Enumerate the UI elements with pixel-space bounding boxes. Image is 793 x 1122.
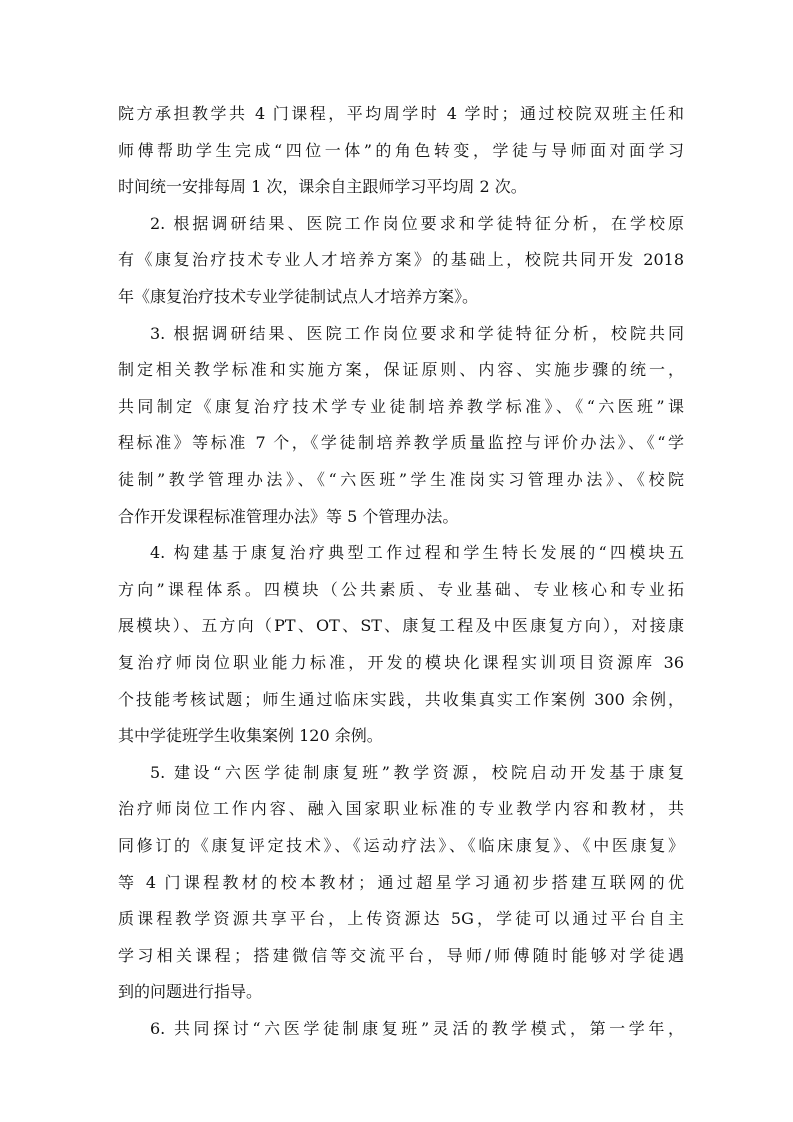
text-line: 院方承担教学共 4 门课程，平均周学时 4 学时；通过校院双班主任和: [118, 104, 684, 123]
text-line: 程标准》等标准 7 个，《学徒制培养教学质量监控与评价办法》、《“学: [118, 433, 684, 453]
text-line: 质课程教学资源共享平台，上传资源达 5G，学徒可以通过平台自主: [118, 909, 684, 929]
text-line: 方向”课程体系。四模块（公共素质、专业基础、专业核心和专业拓: [118, 579, 684, 599]
text-line: 治疗师岗位工作内容、融入国家职业标准的专业教学内容和教材，共: [118, 799, 684, 819]
text-line: 有《康复治疗技术专业人才培养方案》的基础上，校院共同开发 2018: [118, 250, 684, 270]
text-line: 等 4 门课程教材的校本教材；通过超星学习通初步搭建互联网的优: [118, 872, 684, 892]
text-line: 展模块）、五方向（PT、OT、ST、康复工程及中医康复方向），对接康: [118, 616, 684, 636]
text-line: 其中学徒班学生收集案例 120 余例。: [118, 726, 383, 746]
text-line: 6. 共同探讨“六医学徒制康复班”灵活的教学模式，第一学年，: [150, 1019, 684, 1038]
text-line: 2. 根据调研结果、医院工作岗位要求和学徒特征分析，在学校原: [150, 213, 684, 233]
text-line: 时间统一安排每周 1 次，课余自主跟师学习平均周 2 次。: [118, 177, 527, 197]
text-line: 5. 建设“六医学徒制康复班”教学资源，校院启动开发基于康复: [150, 762, 684, 782]
text-line: 到的问题进行指导。: [118, 982, 263, 1002]
text-line: 共同制定《康复治疗技术学专业徒制培养教学标准》、《“六医班”课: [118, 396, 684, 416]
text-line: 3. 根据调研结果、医院工作岗位要求和学徒特征分析，校院共同: [150, 323, 684, 343]
text-line: 4. 构建基于康复治疗典型工作过程和学生特长发展的“四模块五: [150, 543, 684, 563]
text-line: 师傅帮助学生完成“四位一体”的角色转变，学徒与导师面对面学习: [118, 140, 684, 160]
text-line: 制定相关教学标准和实施方案，保证原则、内容、实施步骤的统一，: [118, 360, 684, 380]
text-line: 年《康复治疗技术专业学徒制试点人才培养方案》。: [118, 287, 479, 306]
text-line: 复治疗师岗位职业能力标准，开发的模块化课程实训项目资源库 36: [118, 653, 684, 672]
text-line: 学习相关课程；搭建微信等交流平台，导师/师傅随时能够对学徒遇: [118, 945, 684, 965]
text-line: 同修订的《康复评定技术》、《运动疗法》、《临床康复》、《中医康复》: [118, 836, 684, 855]
text-line: 个技能考核试题；师生通过临床实践，共收集真实工作案例 300 余例，: [118, 689, 684, 709]
text-line: 徒制”教学管理办法》、《“六医班”学生准岗实习管理办法》、《校院: [118, 470, 684, 489]
text-line: 合作开发课程标准管理办法》等 5 个管理办法。: [118, 506, 459, 526]
